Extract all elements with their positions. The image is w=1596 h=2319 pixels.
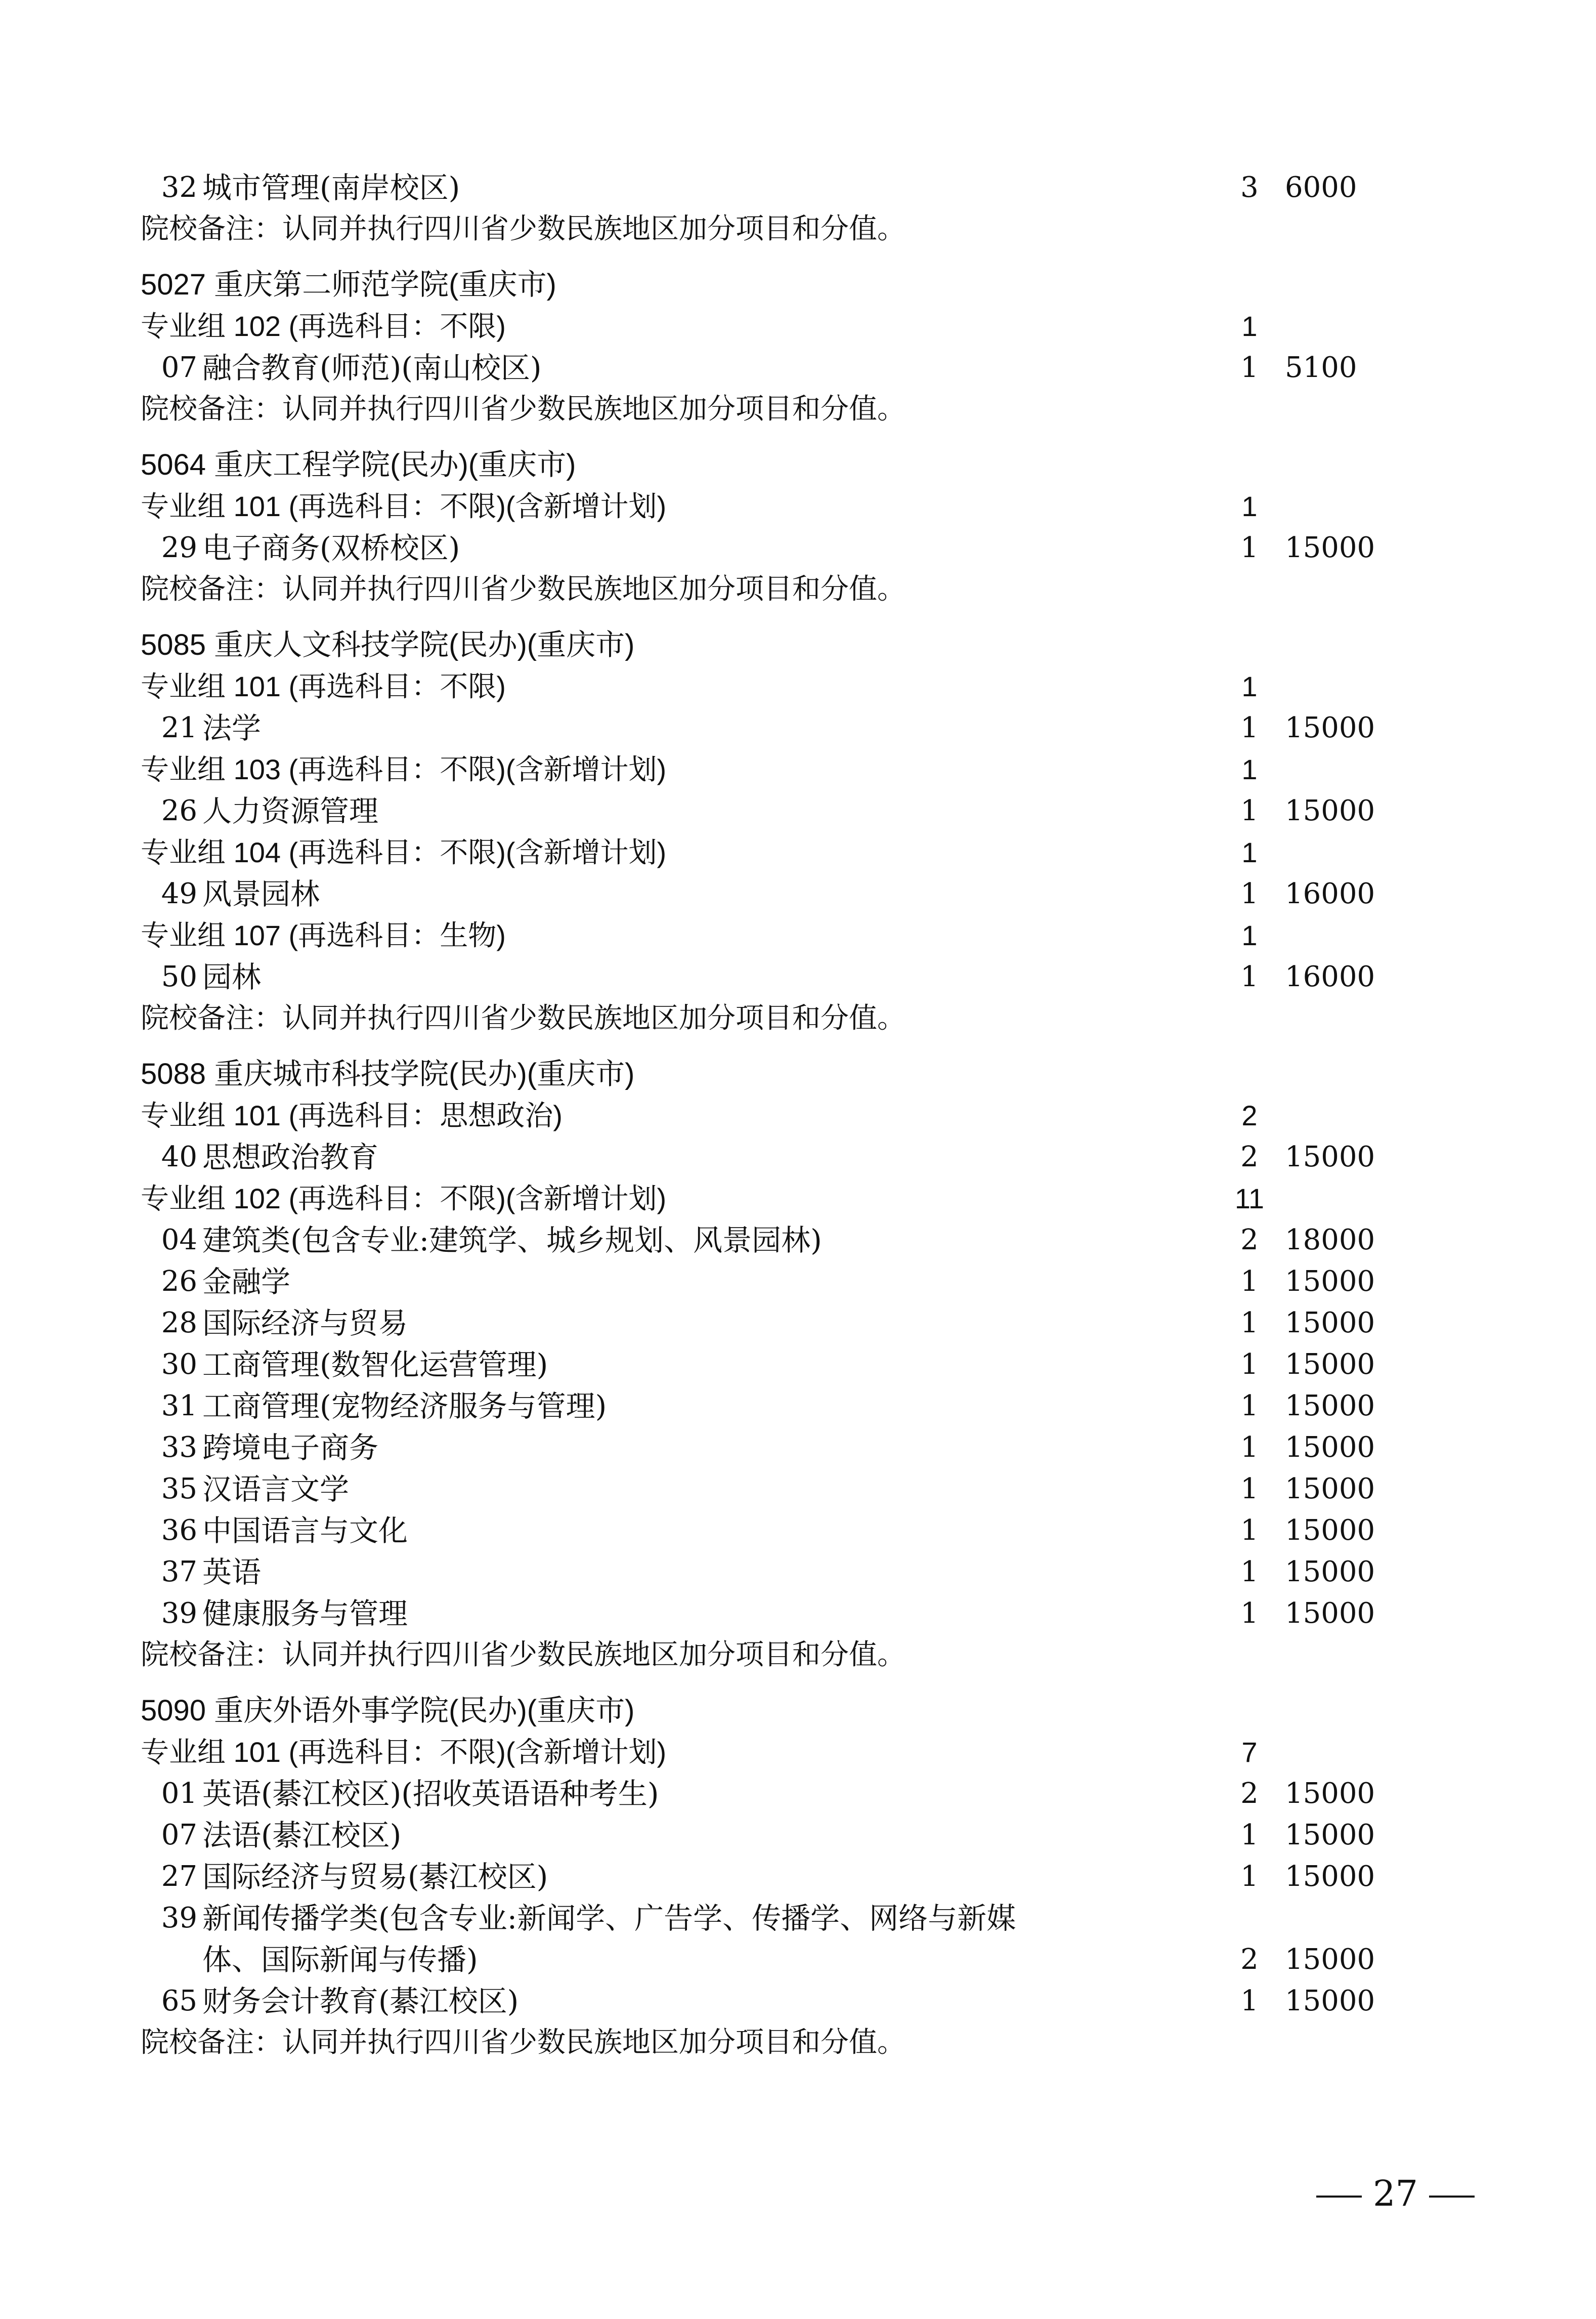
plan-count: 7	[1241, 1736, 1258, 1768]
major-row-continuation	[0, 1939, 1596, 1980]
major-code: 40	[161, 1141, 197, 1173]
college-heading	[0, 444, 1596, 486]
plan-count: 1	[1241, 490, 1258, 522]
plan-count: 1	[1240, 351, 1259, 384]
major-group-row	[0, 1178, 1596, 1219]
plan-count: 1	[1241, 310, 1258, 342]
tuition-fee: 15000	[1285, 1985, 1375, 2017]
major-name: 法学	[202, 711, 262, 745]
plan-count: 1	[1240, 1431, 1259, 1464]
major-group-row	[0, 832, 1596, 873]
page-number-text: 27	[1373, 2173, 1418, 2214]
tuition-fee: 15000	[1285, 1819, 1375, 1851]
plan-count: 1	[1241, 670, 1258, 702]
major-row	[0, 1427, 1596, 1468]
major-group-label: 专业组 101 (再选科目：不限)(含新增计划)	[141, 490, 667, 522]
major-name: 金融学	[202, 1264, 291, 1299]
major-row	[0, 1468, 1596, 1510]
major-row	[0, 1385, 1596, 1427]
plan-count: 1	[1241, 836, 1258, 868]
college-title: 5090 重庆外语外事学院(民办)(重庆市)	[141, 1694, 635, 1727]
major-row	[0, 1136, 1596, 1178]
tuition-fee: 15000	[1285, 794, 1375, 827]
plan-count: 1	[1240, 1860, 1259, 1893]
major-code: 27	[161, 1860, 197, 1893]
major-row	[0, 167, 1596, 208]
major-row	[0, 1773, 1596, 1815]
major-code: 26	[161, 1265, 197, 1298]
major-row	[0, 1593, 1596, 1634]
major-group-row	[0, 306, 1596, 347]
major-name: 中国语言与文化	[202, 1513, 408, 1548]
tuition-fee: 15000	[1285, 531, 1375, 564]
major-code: 01	[161, 1777, 197, 1810]
plan-count: 1	[1240, 960, 1259, 993]
major-group-row	[0, 666, 1596, 707]
major-code: 04	[161, 1224, 197, 1256]
tuition-fee: 15000	[1285, 1597, 1375, 1630]
major-row	[0, 707, 1596, 749]
plan-count: 11	[1234, 1183, 1265, 1214]
major-row	[0, 790, 1596, 832]
major-row	[0, 1302, 1596, 1344]
tuition-fee: 6000	[1285, 171, 1357, 204]
tuition-fee: 18000	[1285, 1224, 1375, 1256]
plan-count: 2	[1241, 1100, 1258, 1131]
major-code: 07	[161, 351, 197, 384]
college-remark-text: 院校备注：认同并执行四川省少数民族地区加分项目和分值。	[141, 573, 905, 606]
major-code: 50	[161, 960, 197, 993]
major-code: 31	[161, 1389, 197, 1422]
tuition-fee: 15000	[1285, 1306, 1375, 1339]
major-name: 工商管理(数智化运营管理)	[202, 1347, 548, 1382]
plan-count: 2	[1240, 1943, 1259, 1976]
college-heading	[0, 624, 1596, 666]
tuition-fee: 15000	[1285, 1555, 1375, 1588]
major-code: 33	[161, 1431, 197, 1464]
major-name: 汉语言文学	[202, 1472, 350, 1506]
plan-count: 1	[1240, 1306, 1259, 1339]
plan-count: 1	[1241, 919, 1258, 951]
tuition-fee: 15000	[1285, 1431, 1375, 1464]
major-name: 法语(綦江校区)	[202, 1818, 402, 1852]
major-row	[0, 1856, 1596, 1898]
major-group-label: 专业组 101 (再选科目：思想政治)	[141, 1100, 563, 1131]
major-code: 30	[161, 1348, 197, 1381]
college-remark-text: 院校备注：认同并执行四川省少数民族地区加分项目和分值。	[141, 1002, 905, 1035]
major-row	[0, 956, 1596, 998]
major-code: 39	[161, 1597, 197, 1630]
college-remark	[0, 208, 1596, 250]
major-name: 融合教育(师范)(南山校区)	[202, 351, 542, 385]
major-row	[0, 1551, 1596, 1593]
college-title: 5027 重庆第二师范学院(重庆市)	[141, 268, 556, 301]
major-name: 城市管理(南岸校区)	[202, 171, 460, 205]
major-name: 新闻传播学类(包含专业:新闻学、广告学、传播学、网络与新媒	[202, 1901, 1016, 1935]
tuition-fee: 5100	[1285, 351, 1357, 384]
plan-count: 1	[1240, 794, 1259, 827]
major-row	[0, 1261, 1596, 1302]
major-row	[0, 1219, 1596, 1261]
major-group-label: 专业组 107 (再选科目：生物)	[141, 919, 506, 951]
major-name: 人力资源管理	[202, 794, 379, 828]
major-name: 建筑类(包含专业:建筑学、城乡规划、风景园林)	[202, 1223, 822, 1257]
tuition-fee: 15000	[1285, 1389, 1375, 1422]
major-code: 26	[161, 794, 197, 827]
major-name: 英语	[202, 1555, 262, 1589]
college-remark-text: 院校备注：认同并执行四川省少数民族地区加分项目和分值。	[141, 1638, 905, 1671]
major-name: 国际经济与贸易(綦江校区)	[202, 1860, 548, 1894]
plan-count: 1	[1240, 1555, 1259, 1588]
college-remark	[0, 569, 1596, 610]
major-code: 39	[161, 1902, 197, 1934]
page-dash-right	[1429, 2196, 1475, 2198]
major-code: 65	[161, 1985, 197, 2017]
major-code: 28	[161, 1306, 197, 1339]
major-code: 32	[161, 171, 197, 204]
major-name: 风景园林	[202, 877, 320, 911]
tuition-fee: 15000	[1285, 1777, 1375, 1810]
plan-count: 1	[1240, 1472, 1259, 1505]
major-row	[0, 1980, 1596, 2022]
tuition-fee: 16000	[1285, 960, 1375, 993]
major-code: 49	[161, 877, 197, 910]
major-group-row	[0, 1095, 1596, 1136]
tuition-fee: 15000	[1285, 711, 1375, 744]
major-code: 07	[161, 1819, 197, 1851]
tuition-fee: 15000	[1285, 1943, 1375, 1976]
college-remark	[0, 998, 1596, 1039]
major-row	[0, 1344, 1596, 1385]
major-group-label: 专业组 104 (再选科目：不限)(含新增计划)	[141, 836, 667, 868]
major-group-label: 专业组 101 (再选科目：不限)(含新增计划)	[141, 1736, 667, 1768]
major-name: 国际经济与贸易	[202, 1306, 408, 1340]
plan-count: 1	[1240, 1389, 1259, 1422]
college-heading	[0, 1053, 1596, 1095]
plan-count: 1	[1240, 1265, 1259, 1298]
major-group-label: 专业组 102 (再选科目：不限)	[141, 310, 506, 342]
major-row	[0, 1815, 1596, 1856]
college-remark	[0, 389, 1596, 430]
plan-count: 1	[1240, 1597, 1259, 1630]
major-group-row	[0, 749, 1596, 790]
major-name: 健康服务与管理	[202, 1596, 408, 1631]
major-code: 37	[161, 1555, 197, 1588]
page-dash-left	[1316, 2196, 1362, 2198]
major-name: 工商管理(宠物经济服务与管理)	[202, 1389, 607, 1423]
college-remark-text: 院校备注：认同并执行四川省少数民族地区加分项目和分值。	[141, 213, 905, 245]
plan-count: 1	[1240, 1348, 1259, 1381]
tuition-fee: 16000	[1285, 877, 1375, 910]
plan-count: 1	[1240, 1514, 1259, 1547]
tuition-fee: 15000	[1285, 1348, 1375, 1381]
major-group-row	[0, 1732, 1596, 1773]
major-name: 园林	[202, 960, 262, 994]
college-title: 5088 重庆城市科技学院(民办)(重庆市)	[141, 1058, 635, 1090]
college-remark-text: 院校备注：认同并执行四川省少数民族地区加分项目和分值。	[141, 393, 905, 426]
tuition-fee: 15000	[1285, 1141, 1375, 1173]
college-heading	[0, 1690, 1596, 1732]
plan-count: 2	[1240, 1141, 1259, 1173]
major-name: 跨境电子商务	[202, 1430, 379, 1465]
major-name-continued: 体、国际新闻与传播)	[202, 1943, 478, 1977]
plan-count: 1	[1240, 711, 1259, 744]
major-code: 35	[161, 1472, 197, 1505]
plan-count: 1	[1240, 1819, 1259, 1851]
major-code: 21	[161, 711, 197, 744]
plan-count: 1	[1240, 531, 1259, 564]
plan-count: 2	[1240, 1777, 1259, 1810]
major-name: 英语(綦江校区)(招收英语语种考生)	[202, 1777, 659, 1811]
college-remark	[0, 2022, 1596, 2063]
major-group-label: 专业组 101 (再选科目：不限)	[141, 670, 506, 702]
plan-count: 1	[1240, 877, 1259, 910]
tuition-fee: 15000	[1285, 1514, 1375, 1547]
plan-count: 1	[1240, 1985, 1259, 2017]
major-name: 财务会计教育(綦江校区)	[202, 1984, 519, 2018]
major-group-row	[0, 486, 1596, 527]
college-remark	[0, 1634, 1596, 1676]
major-row	[0, 347, 1596, 389]
major-group-row	[0, 915, 1596, 956]
major-row	[0, 527, 1596, 569]
college-title: 5064 重庆工程学院(民办)(重庆市)	[141, 448, 576, 481]
college-remark-text: 院校备注：认同并执行四川省少数民族地区加分项目和分值。	[141, 2026, 905, 2059]
major-row	[0, 1510, 1596, 1551]
major-group-label: 专业组 102 (再选科目：不限)(含新增计划)	[141, 1183, 667, 1214]
plan-count: 3	[1240, 171, 1259, 204]
tuition-fee: 15000	[1285, 1860, 1375, 1893]
tuition-fee: 15000	[1285, 1472, 1375, 1505]
major-group-label: 专业组 103 (再选科目：不限)(含新增计划)	[141, 753, 667, 785]
major-name: 思想政治教育	[202, 1140, 379, 1174]
major-code: 29	[161, 531, 197, 564]
major-name: 电子商务(双桥校区)	[202, 531, 460, 565]
tuition-fee: 15000	[1285, 1265, 1375, 1298]
page-number	[1305, 2171, 1486, 2216]
major-row	[0, 873, 1596, 915]
plan-count: 2	[1240, 1224, 1259, 1256]
major-code: 36	[161, 1514, 197, 1547]
major-row	[0, 1898, 1596, 1939]
college-heading	[0, 264, 1596, 306]
plan-count: 1	[1241, 753, 1258, 785]
college-title: 5085 重庆人文科技学院(民办)(重庆市)	[141, 628, 635, 661]
